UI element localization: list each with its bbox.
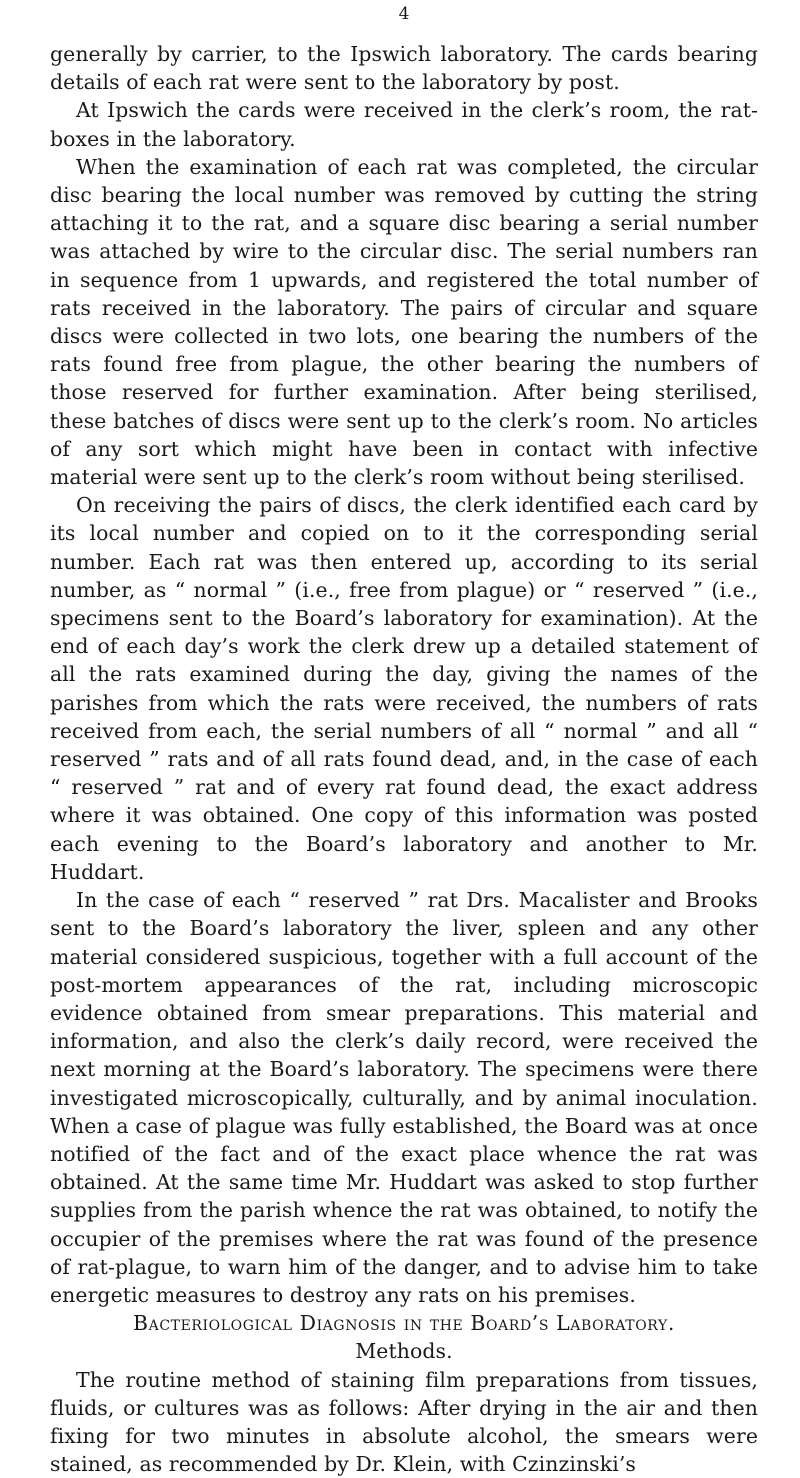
paragraph-continuation: generally by carrier, to the Ipswich laboratory. The cards bearing details of each rat were sent to the laboratory by post. [50,42,758,95]
section-subheading: Methods. [355,1339,453,1364]
paragraph-staining-method: The routine method of staining film preparations from tissues, fluids, or cultures was as follows: After drying in the air and then fixing for two minutes in absolute alcohol, the smears were stained, as recommended by Dr. Klein, with Czinzinski’s [50,1367,758,1477]
paragraph-disc-procedure: When the examination of each rat was completed, the circular disc bearing the local number was removed by cutting the string attaching it to the rat, and a square disc bearing a serial number was attached by wire to the circular disc. The serial numbers ran in sequence from 1 upwards, and registered the total number of rats received in the laboratory. The pairs of circular and square discs were collected in two lots, one bearing the numbers of the rats found free from plague, the other bearing the numbers of those reserved for further examination. After being sterilised, these batches of discs were sent up to the clerk’s room. No articles of any sort which might have been in contact with infective material were sent up to the clerk’s room without being sterilised. [50,154,758,490]
paragraph-reserved-rats: In the case of each “ reserved ” rat Drs. Macalister and Brooks sent to the Board’s laboratory the liver, spleen and any other material considered suspicious, together with a full account of the post-mortem appearances of the rat, including microscopic evidence obtained from smear preparations. This material and information, and also the clerk’s daily record, were received the next morning at the Board’s laboratory. The specimens were there investigated microscopically, culturally, and by animal inoculation. When a case of plague was fully established, the Board was at once notified of the fact and of the exact place whence the rat was obtained. At the same time Mr. Huddart was asked to stop further supplies from the parish whence the rat was obtained, to notify the occupier of the premises where the rat was found of the presence of rat-plague, to warn him of the danger, and to advise him to take energetic measures to destroy any rats on his premises. [50,888,758,1307]
paragraph-ipswich-cards: At Ipswich the cards were received in the clerk’s room, the rat-boxes in the laboratory. [50,98,758,151]
section-heading: Bacteriological Diagnosis in the Board’s Laboratory. [133,1311,675,1336]
paragraph-clerk-record: On receiving the pairs of discs, the clerk identified each card by its local number and copied on to it the corresponding serial number. Each rat was then entered up, according to its serial number, as “ normal ” (i.e., free from plague) or “ reserved ” (i.e., specimens sent to the Board’s laboratory for examination). At the end of each day’s work the clerk drew up a detailed statement of all the rats examined during the day, giving the names of the parishes from which the rats were received, the numbers of rats received from each, the serial numbers of all “ normal ” and all “ reserved ” rats and of all rats found dead, and, in the case of each “ reserved ” rat and of every rat found dead, the exact address where it was obtained. One copy of this information was posted each evening to the Board’s laboratory and another to Mr. Huddart. [50,493,758,884]
page-number: 4 [398,4,410,24]
body-text [50,40,758,1478]
